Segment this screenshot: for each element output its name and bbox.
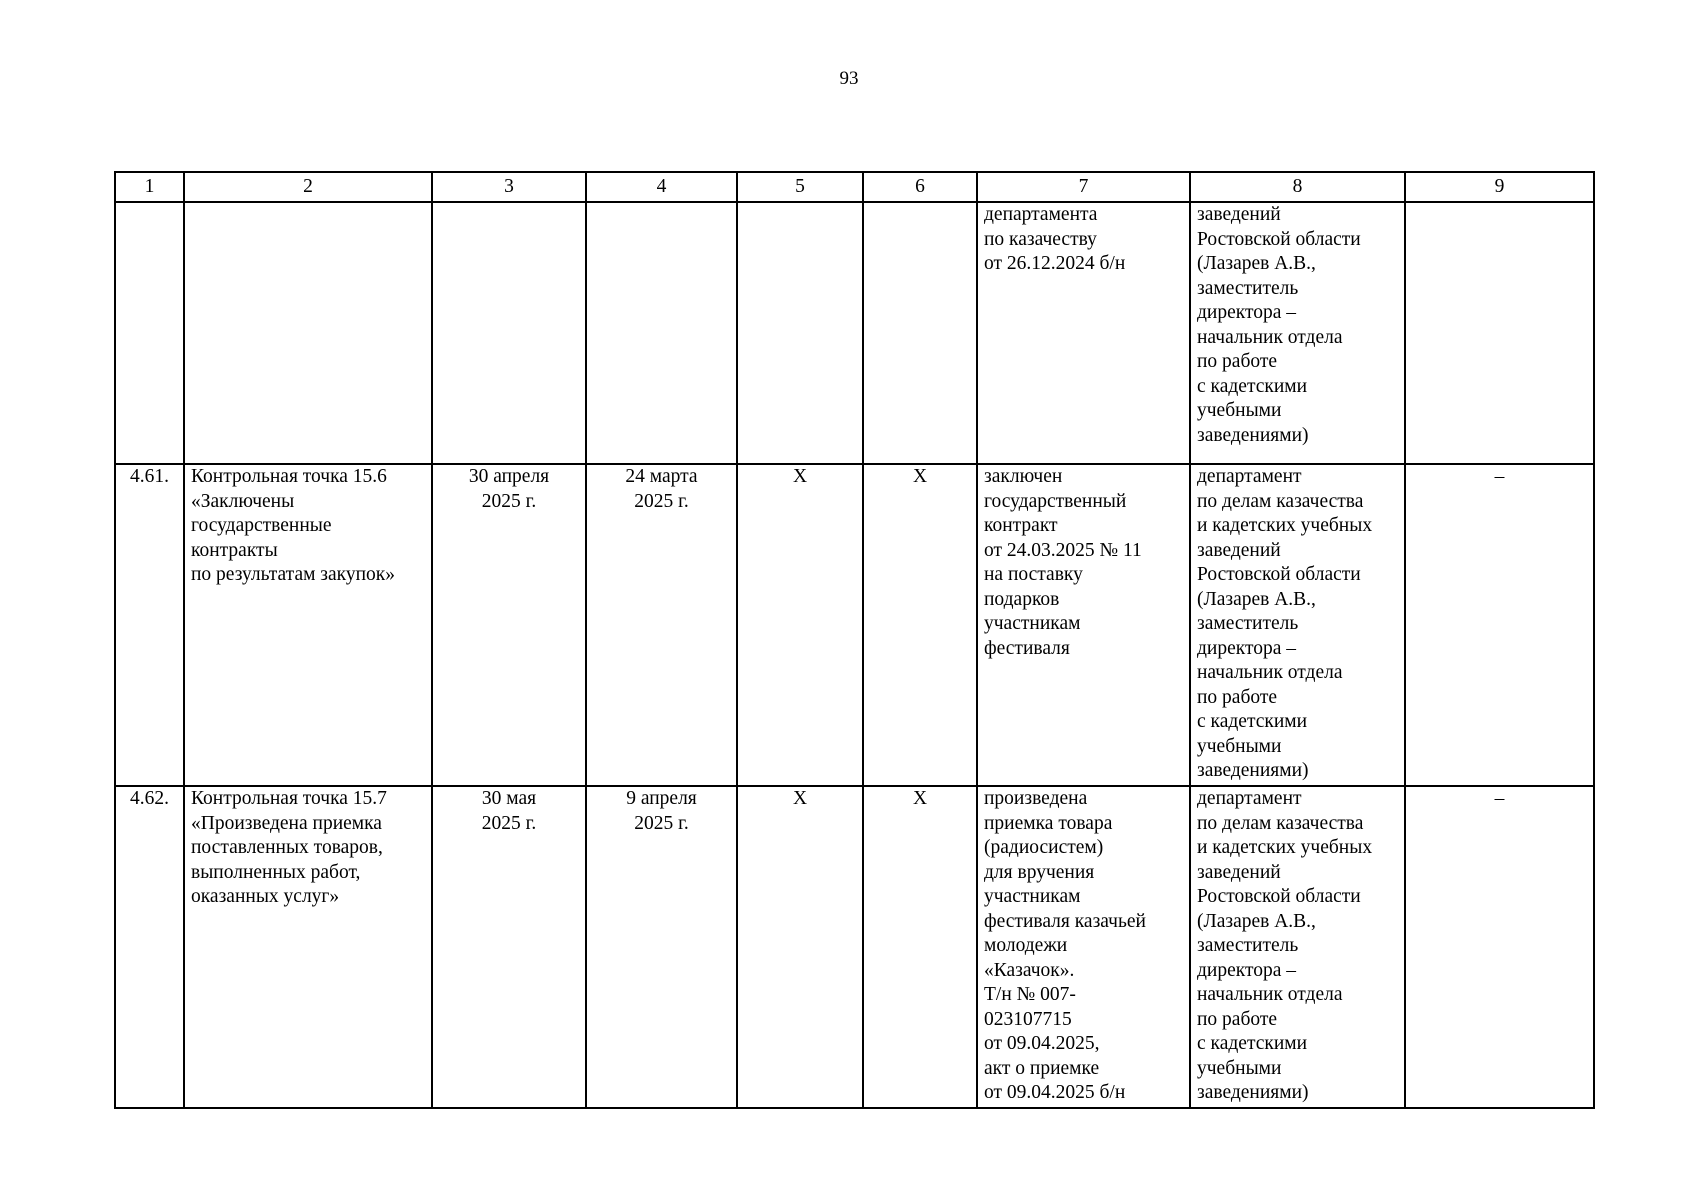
column-header: 6 [863, 172, 977, 202]
event-name-cell: Контрольная точка 15.7 «Произведена приемка поставленных товаров, выполненных работ, оказанных услуг» [184, 786, 432, 1108]
page-number: 93 [839, 68, 859, 89]
responsible-cell: департамент по делам казачества и кадетских учебных заведений Ростовской области (Лазарев А.В., заместитель директора – начальник отдела по работе с кадетскими учебными заведениями) [1190, 464, 1405, 786]
responsible-cell: заведений Ростовской области (Лазарев А.В., заместитель директора – начальник отдела по работе с кадетскими учебными заведениями) [1190, 202, 1405, 464]
fact-date-cell: 24 марта 2025 г. [586, 464, 737, 786]
plan-date-cell [432, 202, 586, 464]
result-cell: произведена приемка товара (радиосистем) для вручения участникам фестиваля казачьей молодежи «Казачок». Т/н № 007- 023107715 от 09.04.2025, акт о приемке от 09.04.2025 б/н [977, 786, 1190, 1108]
column-header: 2 [184, 172, 432, 202]
table-header-row [115, 172, 1594, 202]
table-row [115, 464, 1594, 786]
fact-date-cell: 9 апреля 2025 г. [586, 786, 737, 1108]
report-table [114, 171, 1595, 1109]
note-cell: – [1405, 786, 1594, 1108]
responsible-cell: департамент по делам казачества и кадетских учебных заведений Ростовской области (Лазарев А.В., заместитель директора – начальник отдела по работе с кадетскими учебными заведениями) [1190, 786, 1405, 1108]
column-header: 1 [115, 172, 184, 202]
result-cell: заключен государственный контракт от 24.03.2025 № 11 на поставку подарков участникам фестиваля [977, 464, 1190, 786]
column-header: 8 [1190, 172, 1405, 202]
column-6-cell [863, 202, 977, 464]
plan-date-cell: 30 мая 2025 г. [432, 786, 586, 1108]
column-5-cell: Х [737, 786, 863, 1108]
event-name-cell: Контрольная точка 15.6 «Заключены государственные контракты по результатам закупок» [184, 464, 432, 786]
result-cell: департамента по казачеству от 26.12.2024 б/н [977, 202, 1190, 464]
column-5-cell: Х [737, 464, 863, 786]
column-header: 3 [432, 172, 586, 202]
row-number-cell [115, 202, 184, 464]
column-header: 7 [977, 172, 1190, 202]
note-cell [1405, 202, 1594, 464]
table-row [115, 202, 1594, 464]
column-header: 9 [1405, 172, 1594, 202]
row-number-cell: 4.61. [115, 464, 184, 786]
column-5-cell [737, 202, 863, 464]
plan-date-cell: 30 апреля 2025 г. [432, 464, 586, 786]
column-6-cell: Х [863, 464, 977, 786]
event-name-cell [184, 202, 432, 464]
column-header: 5 [737, 172, 863, 202]
table-row [115, 786, 1594, 1108]
column-header: 4 [586, 172, 737, 202]
fact-date-cell [586, 202, 737, 464]
row-number-cell: 4.62. [115, 786, 184, 1108]
note-cell: – [1405, 464, 1594, 786]
column-6-cell: Х [863, 786, 977, 1108]
